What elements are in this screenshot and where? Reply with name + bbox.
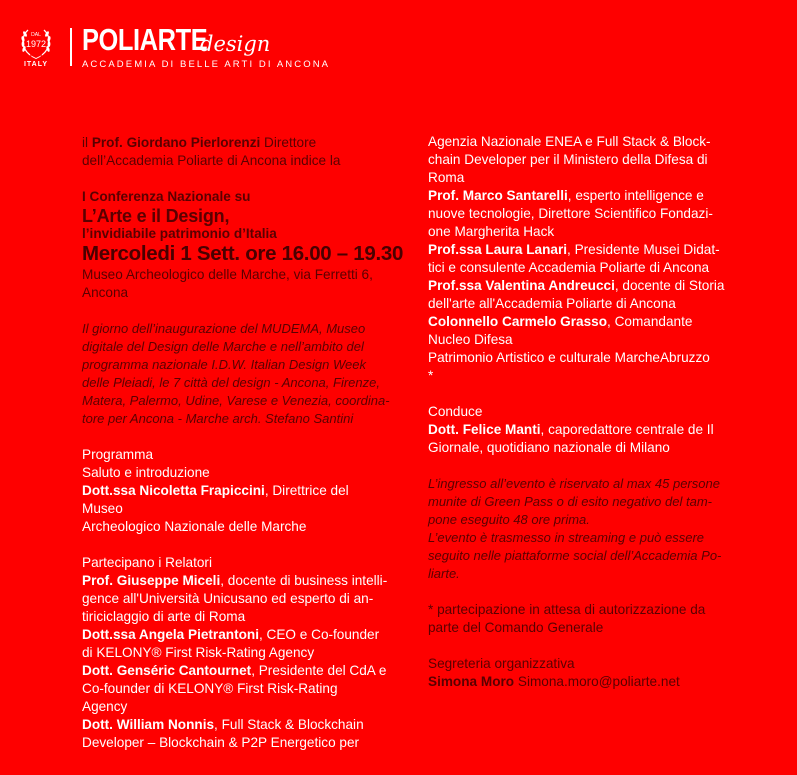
intro [82,134,412,170]
brand-subtitle: ACCADEMIA DI BELLE ARTI DI ANCONA [82,59,331,70]
event-description: Il giorno dell’inaugurazione del MUDEMA, Museo digitale del Design delle Marche e nell’ambito del programma nazionale I.D.W. Italian Design Week delle Pleiadi, le 7 città del design - Ancona, Firenze, Matera, Palermo, Udine, Varese e Venezia, coordina- tore per Ancona - Marche arch. Stefano Santini [82,321,390,426]
speaker-item [428,277,758,313]
moderator [428,421,758,457]
contact-email[interactable]: Simona.moro@poliarte.net [517,674,680,689]
seal-logo [16,24,56,72]
speakers-label: Partecipano i Relatori [82,555,212,570]
contact [428,673,758,691]
brand-name: POLIARTE [82,22,208,57]
footnote: * partecipazione in attesa di autorizzazione da parte del Comando Generale [428,602,706,635]
conference-subtitle: l’invidiabile patrimonio d’Italia [82,226,277,241]
speaker-name: Dott.ssa Angela Pietrantoni [82,627,259,642]
speaker-item [82,572,412,626]
speaker-name: Dott. William Nonnis [82,717,215,732]
speaker-item [428,313,758,385]
speaker-name: Prof. Giuseppe Miceli [82,573,221,588]
speaker-item [428,187,758,241]
seal-italy: ITALY [23,61,49,68]
left-column [82,134,412,752]
speaker-role: , esperto intelligence e nuove tecnologie, Direttore Scientifico Fondazi- one Margherita Hack [428,188,713,239]
conference-title: L’Arte e il Design, [82,206,230,226]
logo-divider [70,28,72,66]
speaker-item [428,241,758,277]
speaker-frapiccini [82,482,412,536]
secretariat-label: Segreteria organizzativa [428,656,575,671]
intro-suffix: Direttore dell’Accademia Poliarte di Ancona indice la [82,135,341,168]
contact-name: Simona Moro [428,674,515,689]
conference-label: I Conferenza Nazionale su [82,189,251,204]
speaker-role: , docente di Storia dell'arte all'Accademia Poliarte di Ancona [428,278,725,311]
speaker-role: , Direttrice del Museo Archeologico Nazionale delle Marche [82,483,349,534]
entry-notice: L’ingresso all’evento è riservato al max 45 persone munite di Green Pass o di esito negativo del tam- pone eseguito 48 ore prima. L’evento è trasmesso in streaming e può essere seguito nelle piattaforme social dell’Accademia Po- liarte. [428,476,722,581]
seal-dal: DAL [31,32,41,38]
speaker-name: Dott.ssa Nicoletta Frapiccini [82,483,265,498]
speaker-role: , Presidente Musei Didat- tici e consulente Accademia Poliarte di Ancona [428,242,720,275]
speaker-role: , CEO e Co-founder di KELONY® First Risk-Rating Agency [82,627,380,660]
speaker-role: , Presidente del CdA e Co-founder di KELONY® First Risk-Rating Agency [82,663,387,714]
speaker-role: , Full Stack & Blockchain Developer – Blockchain & P2P Energetico per [82,717,364,750]
speaker-item [82,662,412,716]
header [0,0,797,90]
speaker-item [82,626,412,662]
brand-script: design [200,32,271,56]
event-date: Mercoledi 1 Sett. ore 16.00 – 19.30 [82,242,404,265]
speaker-name: Colonnello Carmelo Grasso [428,314,608,329]
speaker-name: Prof.ssa Valentina Andreucci [428,278,615,293]
speaker-name: Dott. Genséric Cantournet [82,663,252,678]
director-name: Prof. Giordano Pierlorenzi [91,135,261,150]
moderator-role: , caporedattore centrale de Il Giornale, quotidiano nazionale di Milano [428,422,714,455]
right-column [428,133,758,691]
speaker-item [82,716,412,752]
moderator-label: Conduce [428,404,483,419]
speaker-continuation: Agenzia Nazionale ENEA e Full Stack & Block- chain Developer per il Ministero della Difesa di Roma [428,134,711,185]
speaker-role: , Comandante Nucleo Difesa Patrimonio Artistico e culturale MarcheAbruzzo * [428,314,710,383]
speaker-name: Prof. Marco Santarelli [428,188,568,203]
speaker-role: , docente di business intelli- gence all'Università Unicusano ed esperto di an- tiriciclaggio di arte di Roma [82,573,388,624]
moderator-name: Dott. Felice Manti [428,422,541,437]
venue: Museo Archeologico delle Marche, via Ferretti 6, Ancona [82,267,373,300]
seal-year: 1972 [25,39,47,49]
welcome-label: Saluto e introduzione [82,465,210,480]
intro-prefix: il [82,135,92,150]
program-label: Programma [82,447,154,462]
brand-logo [82,22,331,70]
speaker-name: Prof.ssa Laura Lanari [428,242,568,257]
